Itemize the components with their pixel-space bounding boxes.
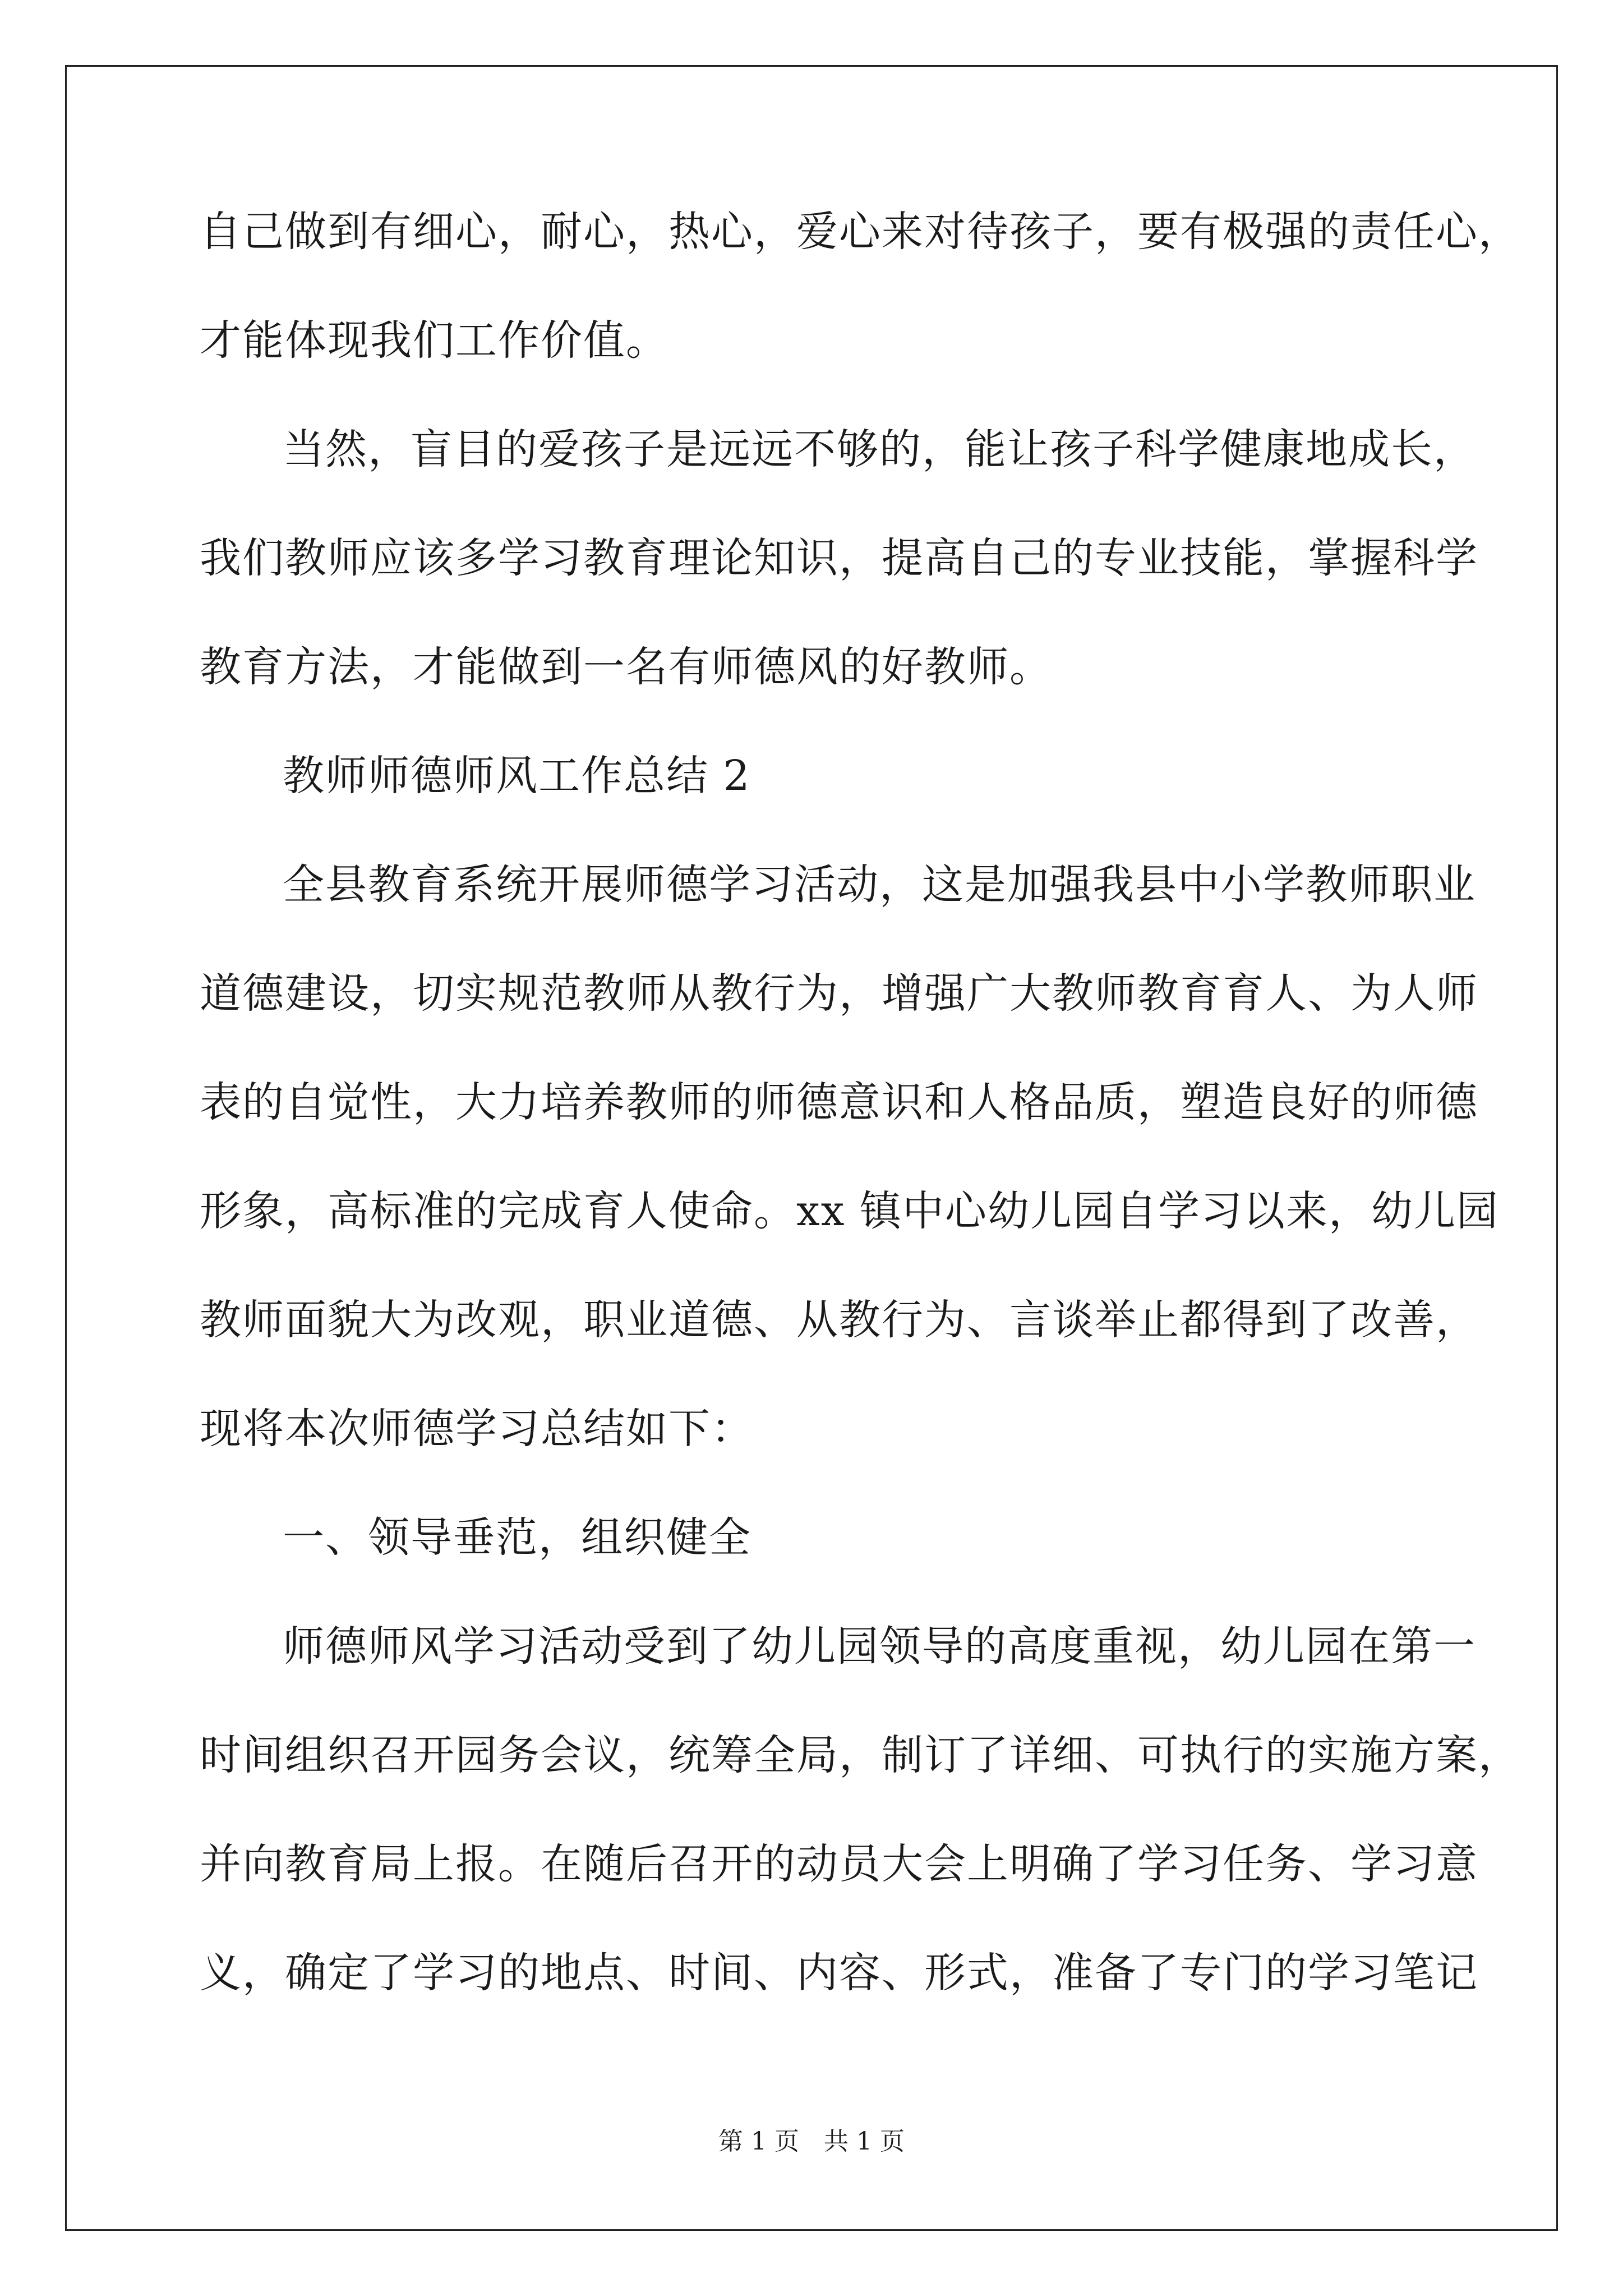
- text-line-4: 我们教师应该多学习教育理论知识，提高自己的专业技能，掌握科学: [200, 534, 1478, 582]
- text-line-7: 全县教育系统开展师德学习活动，这是加强我县中小学教师职业: [283, 861, 1476, 909]
- text-line-3: 当然，盲目的爱孩子是远远不够的，能让孩子科学健康地成长，: [283, 425, 1476, 473]
- text-line-16: 并向教育局上报。在随后召开的动员大会上明确了学习任务、学习意: [200, 1840, 1478, 1888]
- text-line-12: 现将本次师德学习总结如下：: [200, 1405, 754, 1453]
- text-line-8: 道德建设，切实规范教师从教行为，增强广大教师教育育人、为人师: [200, 969, 1478, 1018]
- page-footer: 第 1 页 共 1 页: [718, 2127, 905, 2156]
- subheading-1: 一、领导垂范，组织健全: [283, 1513, 751, 1562]
- text-line-9: 表的自觉性，大力培养教师的师德意识和人格品质，塑造良好的师德: [200, 1078, 1478, 1126]
- text-line-11: 教师面貌大为改观，职业道德、从教行为、言谈举止都得到了改善，: [200, 1296, 1478, 1344]
- text-line-5: 教育方法，才能做到一名有师德风的好教师。: [200, 643, 1052, 691]
- text-line-14: 师德师风学习活动受到了幼儿园领导的高度重视，幼儿园在第一: [283, 1622, 1476, 1671]
- text-line-17: 义，确定了学习的地点、时间、内容、形式，准备了专门的学习笔记: [200, 1949, 1478, 1997]
- section-heading-2: 教师师德师风工作总结 2: [283, 752, 751, 800]
- text-line-2: 才能体现我们工作价值。: [200, 316, 668, 365]
- page-border: [65, 65, 1558, 2231]
- text-line-15: 时间组织召开园务会议，统筹全局，制订了详细、可执行的实施方案，: [200, 1731, 1521, 1779]
- text-line-1: 自己做到有细心，耐心，热心，爱心来对待孩子，要有极强的责任心，: [200, 208, 1521, 256]
- text-line-10: 形象，高标准的完成育人使命。xx 镇中心幼儿园自学习以来，幼儿园: [200, 1187, 1499, 1235]
